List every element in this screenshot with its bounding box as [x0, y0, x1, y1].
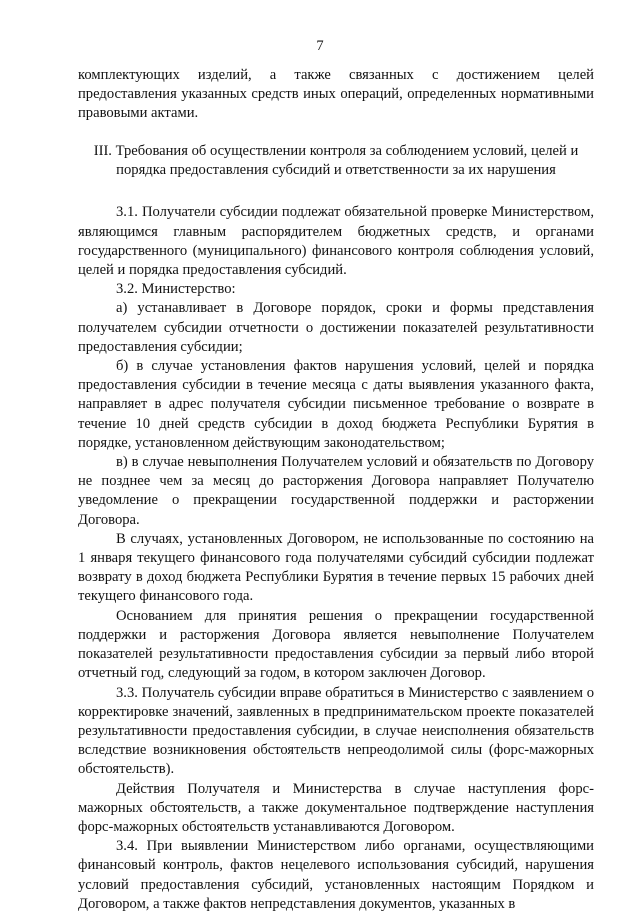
paragraph-3-1: 3.1. Получатели субсидии подлежат обязательной проверке Министерством, являющимся главным распорядителем бюджетных средств, и органами государственного (муниципального) финансового контроля соблюдения условий, целей и порядка предоставления субсидий.: [78, 204, 594, 279]
paragraph-3-2-v: в) в случае невыполнения Получателем условий и обязательств по Договору не позднее чем за месяц до расторжения Договора направляет Получателю уведомление о прекращении государственной поддержки и расторжении Договора.: [78, 454, 594, 528]
paragraph-3-2-a: а) устанавливает в Договоре порядок, сроки и формы представления получателем субсидии отчетности о достижении показателей результативности предоставления субсидии;: [78, 300, 594, 355]
paragraph-termination-grounds: Основанием для принятия решения о прекращении государственной поддержки и расторжения Договора является невыполнение Получателем показателей результативности предоставления субсидии за первый либо второй отчетный год, следующий за годом, в котором заключен Договор.: [78, 607, 594, 682]
section-heading: III. Требования об осуществлении контроля за соблюдением условий, целей и порядка предоставления субсидий и ответственности за их нарушения: [93, 142, 579, 179]
document-body: [78, 66, 594, 914]
paragraph-unused-subsidies: В случаях, установленных Договором, не использованные по состоянию на 1 января текущего финансового года получателями субсидий субсидии подлежат возврату в доход бюджета Республики Бурятия в течение первых 15 рабочих дней текущего финансового года.: [78, 530, 594, 605]
page-number: 7: [316, 38, 324, 54]
intro-paragraph: комплектующих изделий, а также связанных с достижением целей предоставления указанных средств иных операций, определенных нормативными правовыми актами.: [78, 67, 594, 122]
paragraph-3-4: 3.4. При выявлении Министерством либо органами, осуществляющими финансовый контроль, фактов нецелевого использования субсидий, нарушения условий предоставления субсидий, установленных настоящим Порядком и Договором, а также фактов непредставления документов, указанных в: [78, 838, 594, 912]
paragraph-3-3: 3.3. Получатель субсидии вправе обратиться в Министерство с заявлением о корректировке значений, заявленных в предпринимательском проекте показателей результативности предоставления субсидии, в случае неисполнения обязательств вследствие возникновения обстоятельств непреодолимой силы (форс-мажорных обстоятельств).: [78, 684, 594, 778]
paragraph-force-majeure: Действия Получателя и Министерства в случае наступления форс-мажорных обстоятельств, а также документальное подтверждение наступления форс-мажорных обстоятельств устанавливаются Договором.: [78, 780, 594, 835]
paragraph-3-2: 3.2. Министерство:: [116, 281, 236, 298]
paragraph-3-2-b: б) в случае установления фактов нарушения условий, целей и порядка предоставления субсидии в течение месяца с даты выявления указанного факта, направляет в адрес получателя субсидии письменное требование о возврате в течение 10 дней средств субсидии в доход бюджета Республики Бурятия в порядке, установленном действующим законодательством;: [78, 358, 594, 451]
